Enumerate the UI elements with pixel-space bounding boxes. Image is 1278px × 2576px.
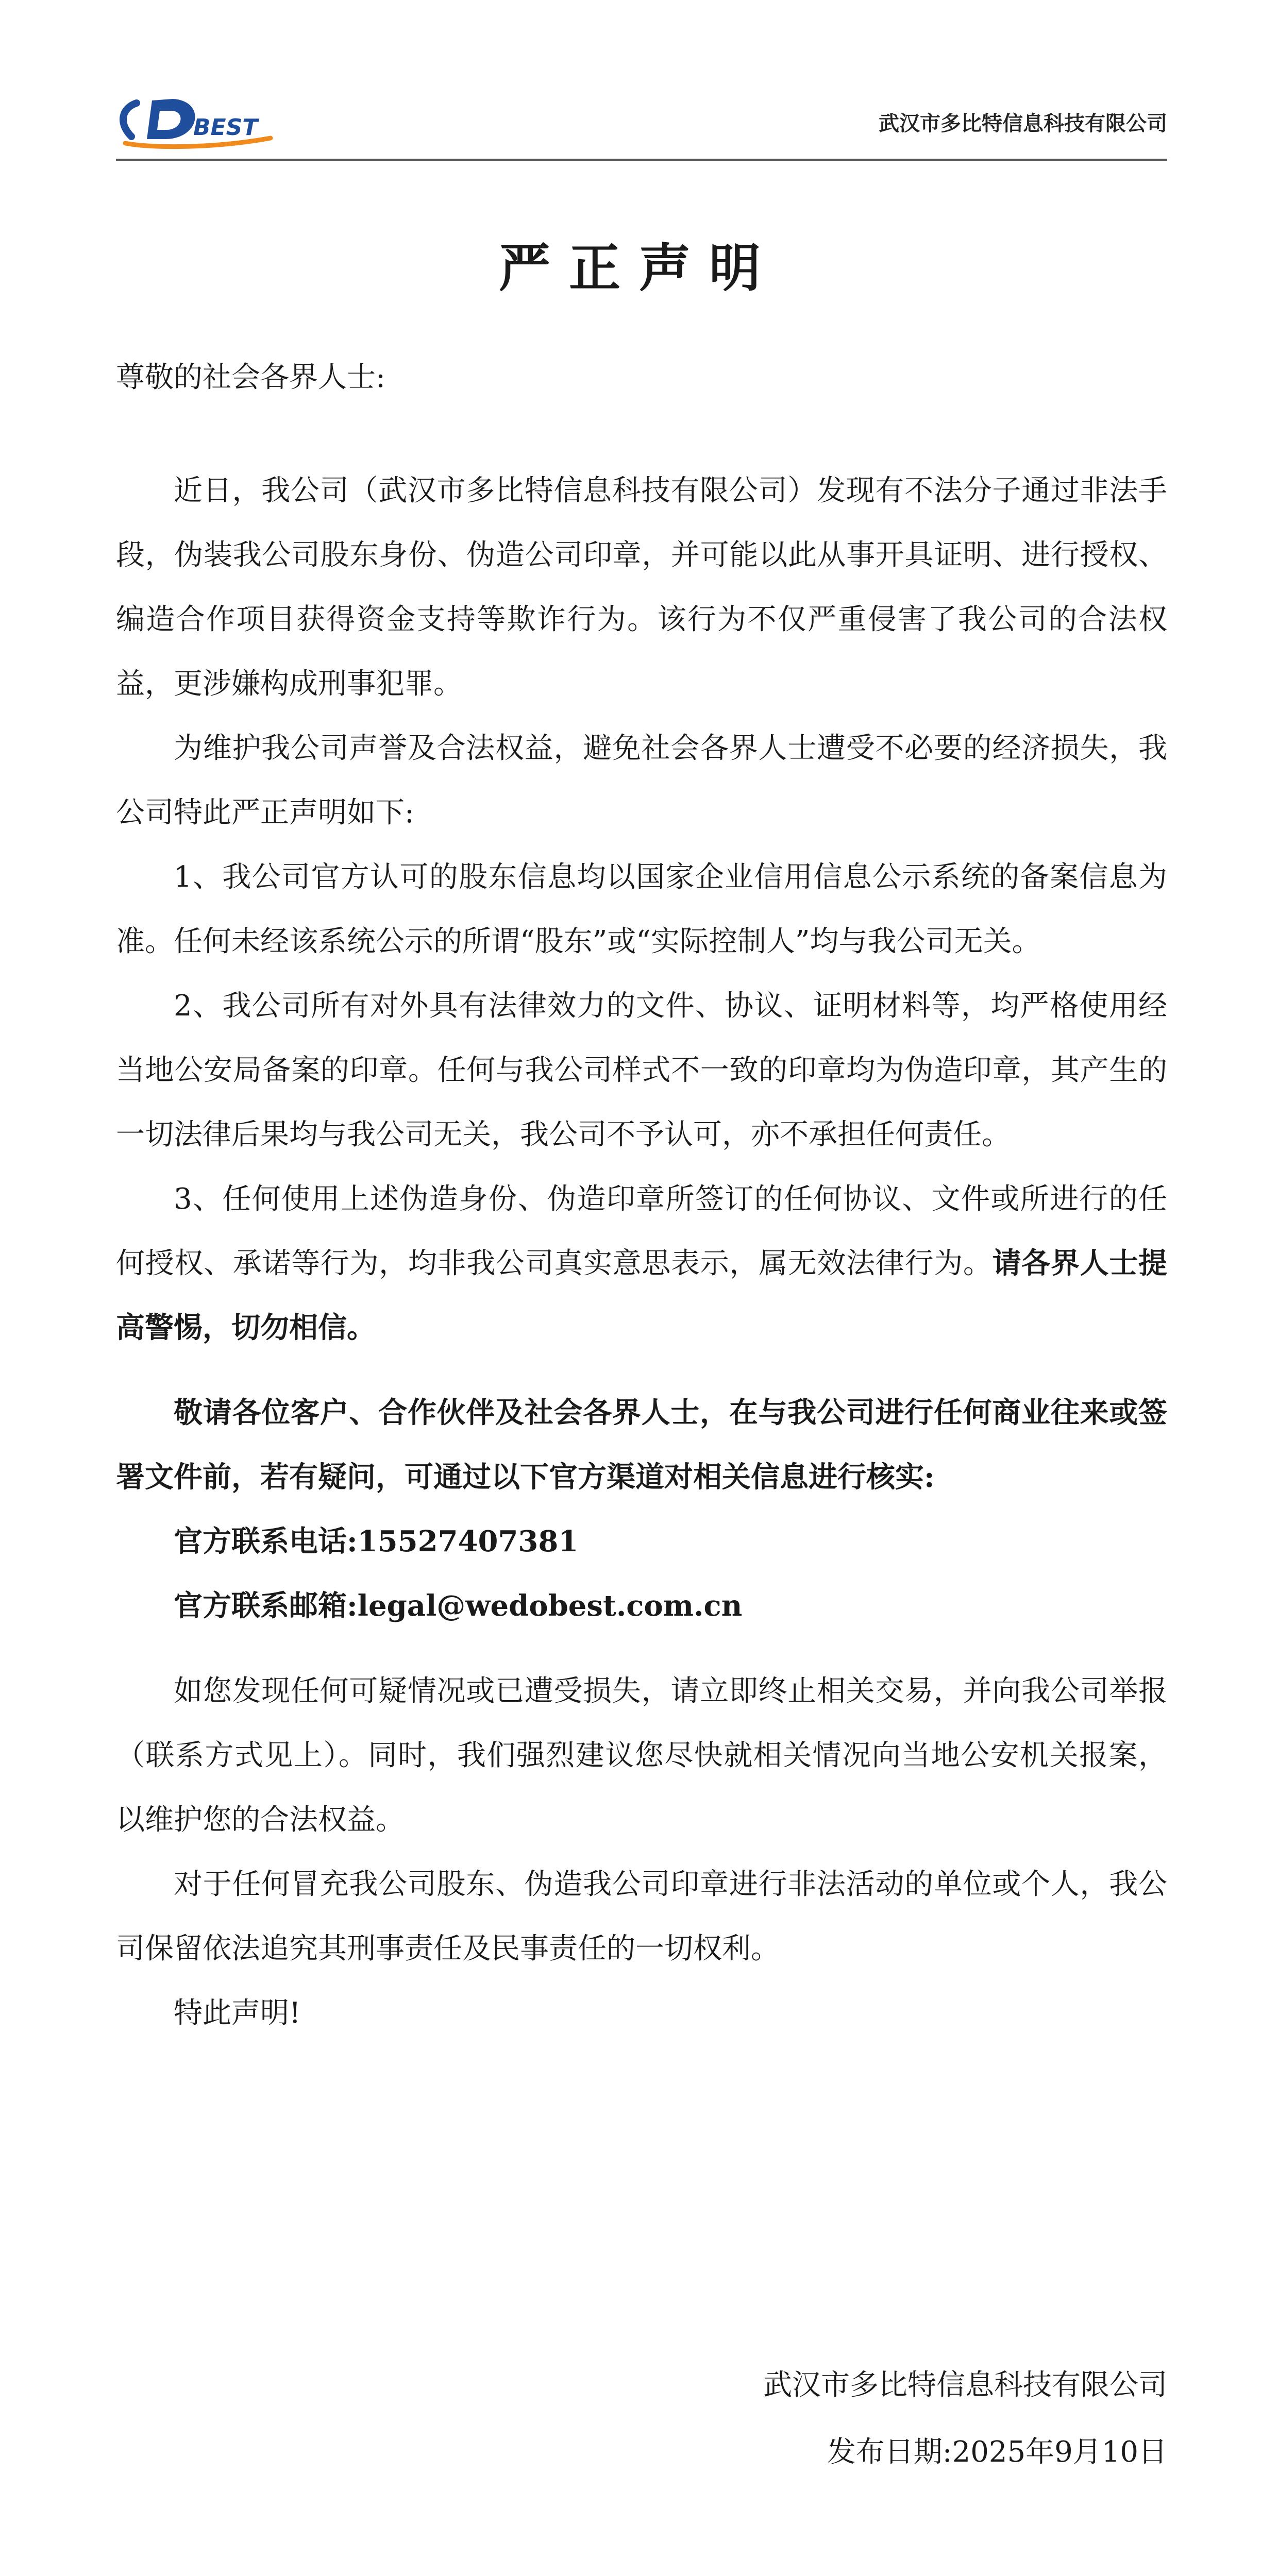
paragraph-purpose: 为维护我公司声誉及合法权益，避免社会各界人士遭受不必要的经济损失，我公司特此严正声明如下: [116, 732, 1167, 829]
page-title: 严正声明 [499, 238, 779, 298]
paragraph-report: 如您发现任何可疑情况或已遭受损失，请立即终止相关交易，并向我公司举报（联系方式见上）。同时，我们强烈建议您尽快就相关情况向当地公安机关报案，以维护您的合法权益。 [116, 1674, 1167, 1837]
statement-body [116, 345, 1167, 2045]
verification-notice: 敬请各位客户、合作伙伴及社会各界人士，在与我公司进行任何商业往来或签署文件前，若有疑问，可通过以下官方渠道对相关信息进行核实: [116, 1396, 1167, 1494]
salutation: 尊敬的社会各界人士: [116, 361, 385, 394]
statement-item-3 [116, 1167, 1167, 1360]
letterhead [116, 88, 1167, 160]
release-date-label: 发布日期: [827, 2435, 952, 2469]
paragraph-incident: 近日，我公司（武汉市多比特信息科技有限公司）发现有不法分子通过非法手段，伪装我公司股东身份、伪造公司印章，并可能以此从事开具证明、进行授权、编造合作项目获得资金支持等欺诈行为。该行为不仅严重侵害了我公司的合法权益，更涉嫌构成刑事犯罪。 [116, 474, 1167, 701]
warning-text: 请各界人士提高警惕，切勿相信。 [116, 1246, 1168, 1345]
signature-block [763, 2352, 1167, 2486]
contact-email-row [116, 1574, 1167, 1638]
header-company-name: 武汉市多比特信息科技有限公司 [879, 112, 1167, 135]
release-date-row [763, 2419, 1167, 2486]
header-divider [116, 159, 1167, 161]
email-address[interactable]: legal@wedobest.com.cn [357, 1589, 743, 1623]
signature-company: 武汉市多比特信息科技有限公司 [763, 2368, 1167, 2402]
company-logo [116, 88, 286, 155]
statement-item-1: 1、我公司官方认可的股东信息均以国家企业信用信息公示系统的备案信息为准。任何未经该系统公示的所谓“股东”或“实际控制人”均与我公司无关。 [116, 860, 1167, 958]
closing-statement: 特此声明! [174, 1996, 301, 2030]
statement-item-3-text: 3、任何使用上述伪造身份、伪造印章所签订的任何协议、文件或所进行的任何授权、承诺等行为，均非我公司真实意思表示，属无效法律行为。 [116, 1182, 1167, 1280]
contact-phone-row [116, 1510, 1167, 1574]
release-date: 2025年9月10日 [952, 2435, 1167, 2469]
email-label: 官方联系邮箱: [174, 1589, 358, 1623]
logo-wordmark: BEST [193, 114, 258, 141]
phone-label: 官方联系电话: [174, 1524, 358, 1558]
paragraph-rights: 对于任何冒充我公司股东、伪造我公司印章进行非法活动的单位或个人，我公司保留依法追究其刑事责任及民事责任的一切权利。 [116, 1868, 1167, 1965]
phone-number[interactable]: 15527407381 [357, 1524, 579, 1558]
statement-item-2: 2、我公司所有对外具有法律效力的文件、协议、证明材料等，均严格使用经当地公安局备案的印章。任何与我公司样式不一致的印章均为伪造印章，其产生的一切法律后果均与我公司无关，我公司不予认可，亦不承担任何责任。 [116, 989, 1167, 1151]
